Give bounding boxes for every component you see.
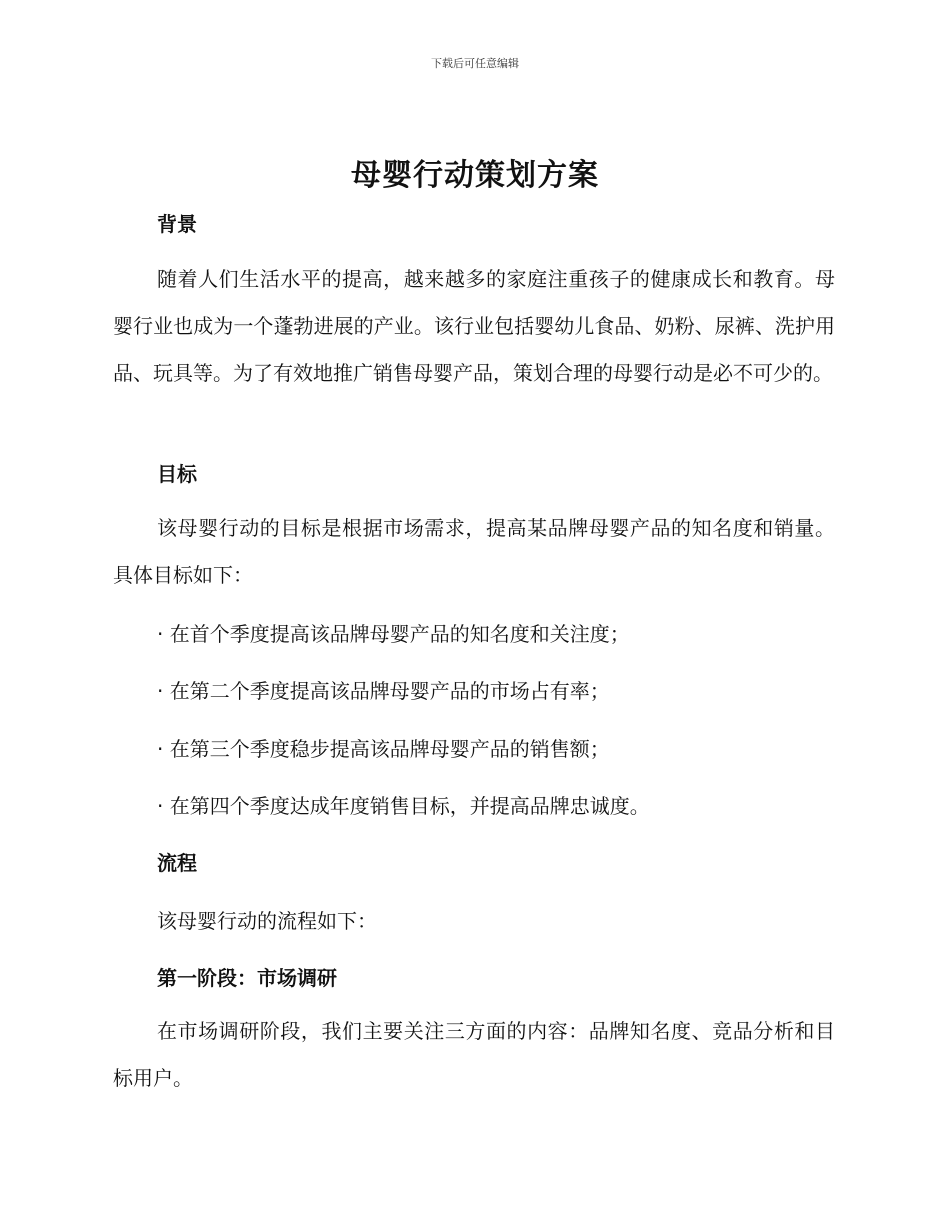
section-heading-background: 背景 (157, 212, 197, 236)
stage1-heading: 第一阶段：市场调研 (157, 966, 337, 990)
paragraph-process-intro: 该母婴行动的流程如下： (157, 909, 377, 933)
goal-bullet-1: · 在首个季度提高该品牌母婴产品的知名度和关注度； (157, 622, 630, 646)
paragraph-goal: 该母婴行动的目标是根据市场需求，提高某品牌母婴产品的知名度和销量。具体目标如下： (113, 516, 835, 587)
section-heading-goal: 目标 (157, 462, 197, 486)
goal-bullet-2: · 在第二个季度提高该品牌母婴产品的市场占有率； (157, 679, 610, 703)
header-note: 下载后可任意编辑 (431, 57, 519, 70)
document-title: 母婴行动策划方案 (351, 158, 599, 193)
goal-bullet-4: · 在第四个季度达成年度销售目标，并提高品牌忠诚度。 (157, 794, 650, 818)
section-heading-process: 流程 (157, 851, 197, 875)
paragraph-stage1: 在市场调研阶段，我们主要关注三方面的内容：品牌知名度、竞品分析和目标用户。 (113, 1019, 835, 1090)
goal-bullet-3: · 在第三个季度稳步提高该品牌母婴产品的销售额； (157, 737, 610, 761)
paragraph-background: 随着人们生活水平的提高，越来越多的家庭注重孩子的健康成长和教育。母婴行业也成为一个蓬勃进展的产业。该行业包括婴幼儿食品、奶粉、尿裤、洗护用品、玩具等。为了有效地推广销售母婴产品，策划合理的母婴行动是必不可少的。 (113, 267, 835, 385)
